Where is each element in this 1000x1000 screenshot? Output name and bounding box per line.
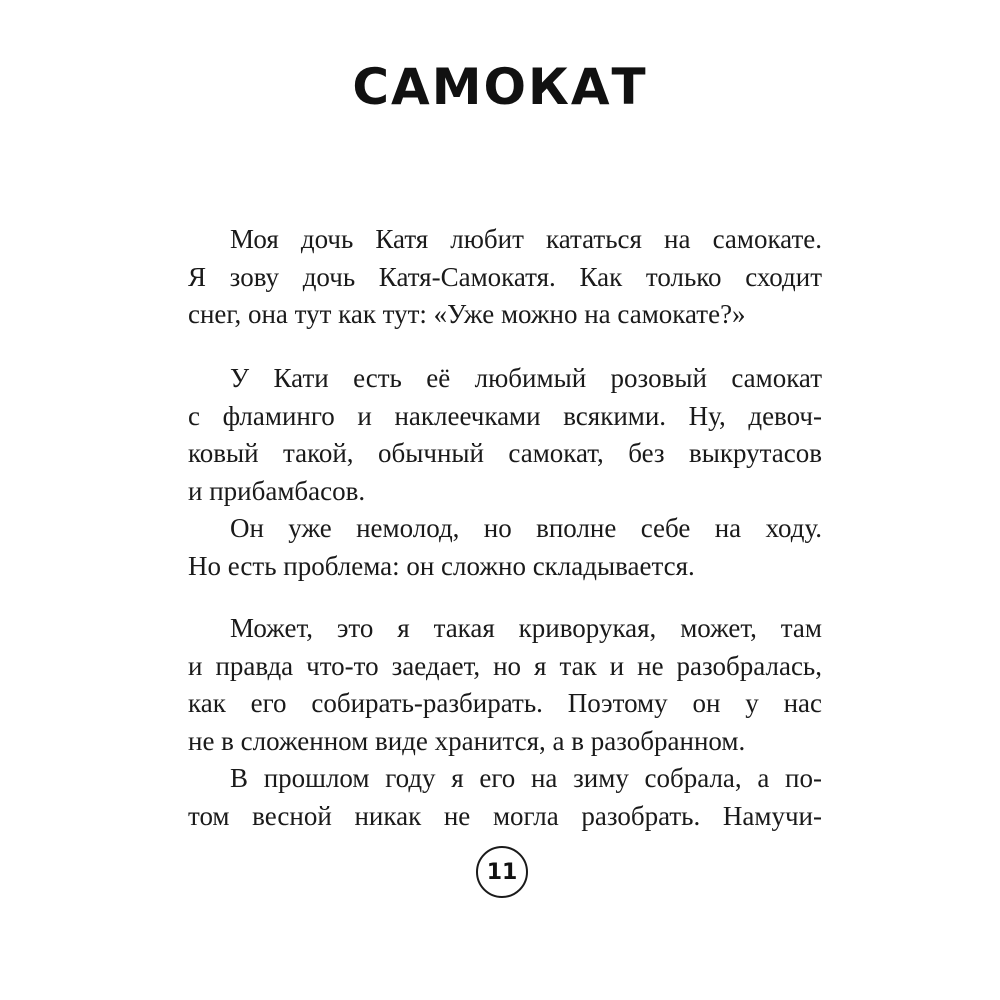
text-line: ковый такой, обычный самокат, без выкрутасов [188, 438, 822, 468]
text-line: том весной никак не могла разобрать. Намучи- [188, 800, 822, 831]
text-line: и правда что-то заедает, но я так и не разобралась, [188, 650, 822, 681]
text-line: как его собирать-разбирать. Поэтому он у нас [188, 688, 822, 718]
text-line: В прошлом году я его на зиму собрала, а по- [230, 763, 822, 793]
paragraph-1 [188, 221, 822, 334]
text-line: и прибамбасов. [188, 475, 366, 506]
paragraph-3 [188, 610, 822, 835]
text-line: с фламинго и наклеечками всякими. Ну, девоч- [188, 400, 822, 431]
paragraph-2 [188, 360, 822, 585]
text-line: Я зову дочь Катя-Самокатя. Как только сходит [188, 261, 822, 292]
text-line: не в сложенном виде хранится, а в разобранном. [188, 725, 746, 756]
text-line: Он уже немолод, но вполне себе на ходу. [230, 513, 822, 543]
text-line: снег, она тут как тут: «Уже можно на самокате?» [188, 299, 746, 329]
chapter-title: САМОКАТ [352, 58, 648, 116]
text-line: Может, это я такая криворукая, может, там [230, 613, 822, 643]
text-line: Но есть проблема: он сложно складывается. [188, 550, 695, 581]
text-line: У Кати есть её любимый розовый самокат [230, 363, 822, 393]
page-number: 11 [476, 846, 528, 898]
text-line: Моя дочь Катя любит кататься на самокате. [230, 224, 822, 254]
